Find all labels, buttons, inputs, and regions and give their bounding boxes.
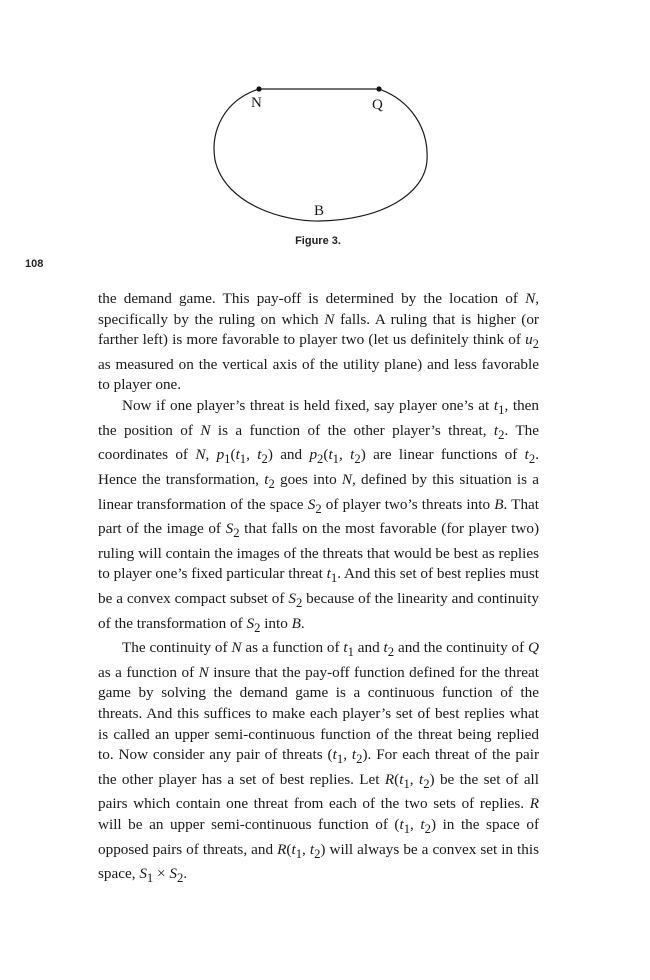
label-b: B xyxy=(314,203,325,219)
paragraph-2: Now if one player’s threat is held fixed, say player one’s at $t_1$, then the position of N is a function of the other player’s threat, $t_2$. The coordinates of N, $p_1(t_1$, $t_2$) and $p_2(t_1$, $t_2$) are linear functions of $t_2$. Hence the transformation, $t_2$ goes into N, defined by this situation is a linear transformation of the space $S_2$ of player two’s threats into B. That part of the image of $S_2$ that falls on the most favorable (for player two) ruling will contain the images of the threats that would be best as replies to player one’s fixed particular threat $t_1$. And this set of best replies must be a convex compact subset of $S_2$ because of the linearity and continuity of the transformation of $S_2$ into B. xyxy=(98,397,540,635)
point-n xyxy=(256,86,261,91)
point-q xyxy=(376,86,381,91)
label-q: Q xyxy=(372,97,383,113)
region-b-boundary xyxy=(214,89,427,221)
body-text xyxy=(98,289,539,889)
paragraph-3: The continuity of N as a function of $t_1$ and $t_2$ and the continuity of Q as a function of N insure that the pay-off function defined for the threat game by solving the demand game is a continuous function of the threats. And this suffices to make each player’s set of best replies what is called an upper semi-continuous function of the threat being replied to. Now consider any pair of threats ($t_1$, $t_2$). For each threat of the pair the other player has a set of best replies. Let $R(t_1$, $t_2$) be the set of all pairs which contain one threat from each of the two sets of replies. R will be an upper semi-continuous function of ($t_1$, $t_2$) in the space of opposed pairs of threats, and $R(t_1$, $t_2$) will always be a convex set in this space, $S_1 \times S_2$. xyxy=(98,639,540,886)
figure-caption: Figure 3. xyxy=(295,235,341,247)
paragraph-1: the demand game. This pay-off is determined by the location of N, specifically by the ruling on which N falls. A ruling that is higher (or farther left) is more favorable to player two (let us definitely think of $u_2$ as measured on the vertical axis of the utility plane) and less favorable to player one. xyxy=(98,290,539,394)
figure-diagram xyxy=(0,0,650,260)
label-n: N xyxy=(251,95,262,111)
page-number: 108 xyxy=(25,258,44,270)
figure-3 xyxy=(0,0,650,260)
